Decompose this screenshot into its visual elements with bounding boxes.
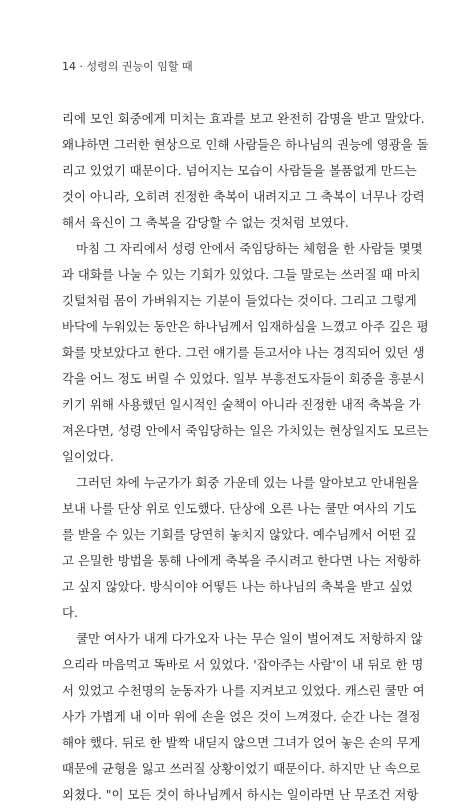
text-line: 리고 있었기 때문이다. 넘어지는 모습이 사람들을 볼품없게 만드는	[62, 163, 417, 178]
paragraph	[62, 106, 429, 236]
text-line: 서 있었고 수천명의 눈동자가 나를 지켜보고 있었다. 캐스린 쿨만 여	[62, 683, 425, 698]
text-line: 리에 모인 회중에게 미치는 효과를 보고 완전히 감명을 받고 말았다.	[62, 111, 425, 126]
text-line: 해서 육신이 그 축복을 감당할 수 없는 것처럼 보였다.	[62, 215, 349, 230]
text-line: 일이었다.	[62, 449, 114, 464]
text-line: 으리라 마음먹고 똑바로 서 있었다. '잡아주는 사람'이 내 뒤로 한 명	[62, 657, 424, 672]
text-line: 깃털처럼 몸이 가벼워지는 기분이 들었다는 것이다. 그리고 그렇게	[62, 293, 417, 308]
text-line: 때문에 균형을 잃고 쓰러질 상황이었기 때문이다. 하지만 난 속으로	[62, 761, 421, 776]
text-line: 외쳤다. "이 모든 것이 하나님께서 하시는 일이라면 난 무조건 저항	[62, 787, 419, 802]
text-line: 각을 어느 정도 버릴 수 있었다. 일부 부흥전도자들이 회중을 흥분시	[62, 371, 425, 386]
paragraph	[62, 470, 421, 626]
paragraph	[62, 626, 425, 808]
running-header	[62, 58, 193, 74]
page-number: 14	[62, 60, 76, 73]
text-line: 를 받을 수 있는 기회를 당연히 놓치지 않았다. 예수님께서 어떤 깊	[62, 527, 417, 542]
text-line: 사가 가볍게 내 이마 위에 손을 얹은 것이 느껴졌다. 순간 나는 결정	[62, 709, 421, 724]
text-line: 져온다면, 성령 안에서 죽임당하는 일은 가치있는 현상일지도 모르는	[62, 423, 429, 438]
text-line: 고 싶지 않았다. 방식이야 어떻든 나는 하나님의 축복을 받고 싶었	[62, 579, 413, 594]
text-line: 다.	[62, 605, 78, 620]
text-line: 키기 위해 사용했던 일시적인 술책이 아니라 진정한 내적 축복을 가	[62, 397, 421, 412]
text-line: 화를 맛보았다고 한다. 그런 얘기를 듣고서야 나는 경직되어 있던 생	[62, 345, 425, 360]
text-line: 것이 아니라, 오히려 진정한 축복이 내려지고 그 축복이 너무나 강력	[62, 189, 425, 204]
text-line: 과 대화를 나눌 수 있는 기회가 있었다. 그들 말로는 쓰러질 때 마치	[62, 267, 421, 282]
text-line: 마침 그 자리에서 성령 안에서 죽임당하는 체험을 한 사람들 몇몇	[76, 241, 423, 256]
text-line: 바닥에 누워있는 동안은 하나님께서 임재하심을 느꼈고 아주 깊은 평	[62, 319, 429, 334]
body-text	[62, 106, 429, 808]
text-line: 고 은밀한 방법을 통해 나에게 축복을 주시려고 한다면 나는 저항하	[62, 553, 421, 568]
header-separator: ·	[79, 60, 83, 73]
text-line: 보내 나를 단상 위로 인도했다. 단상에 오른 나는 쿨만 여사의 기도	[62, 501, 417, 516]
text-line: 쿨만 여사가 내게 다가오자 나는 무슨 일이 벌어져도 저항하지 않	[76, 631, 423, 646]
text-line: 그러던 차에 누군가가 회중 가운데 있는 나를 알아보고 안내원을	[76, 475, 419, 490]
text-line: 왜냐하면 그러한 현상으로 인해 사람들은 하나님의 권능에 영광을 돌	[62, 137, 429, 152]
paragraph	[62, 236, 429, 470]
chapter-title: 성령의 권능이 임할 때	[86, 60, 193, 73]
text-line: 해야 했다. 뒤로 한 발짝 내딛지 않으면 그녀가 얹어 놓은 손의 무게	[62, 735, 421, 750]
